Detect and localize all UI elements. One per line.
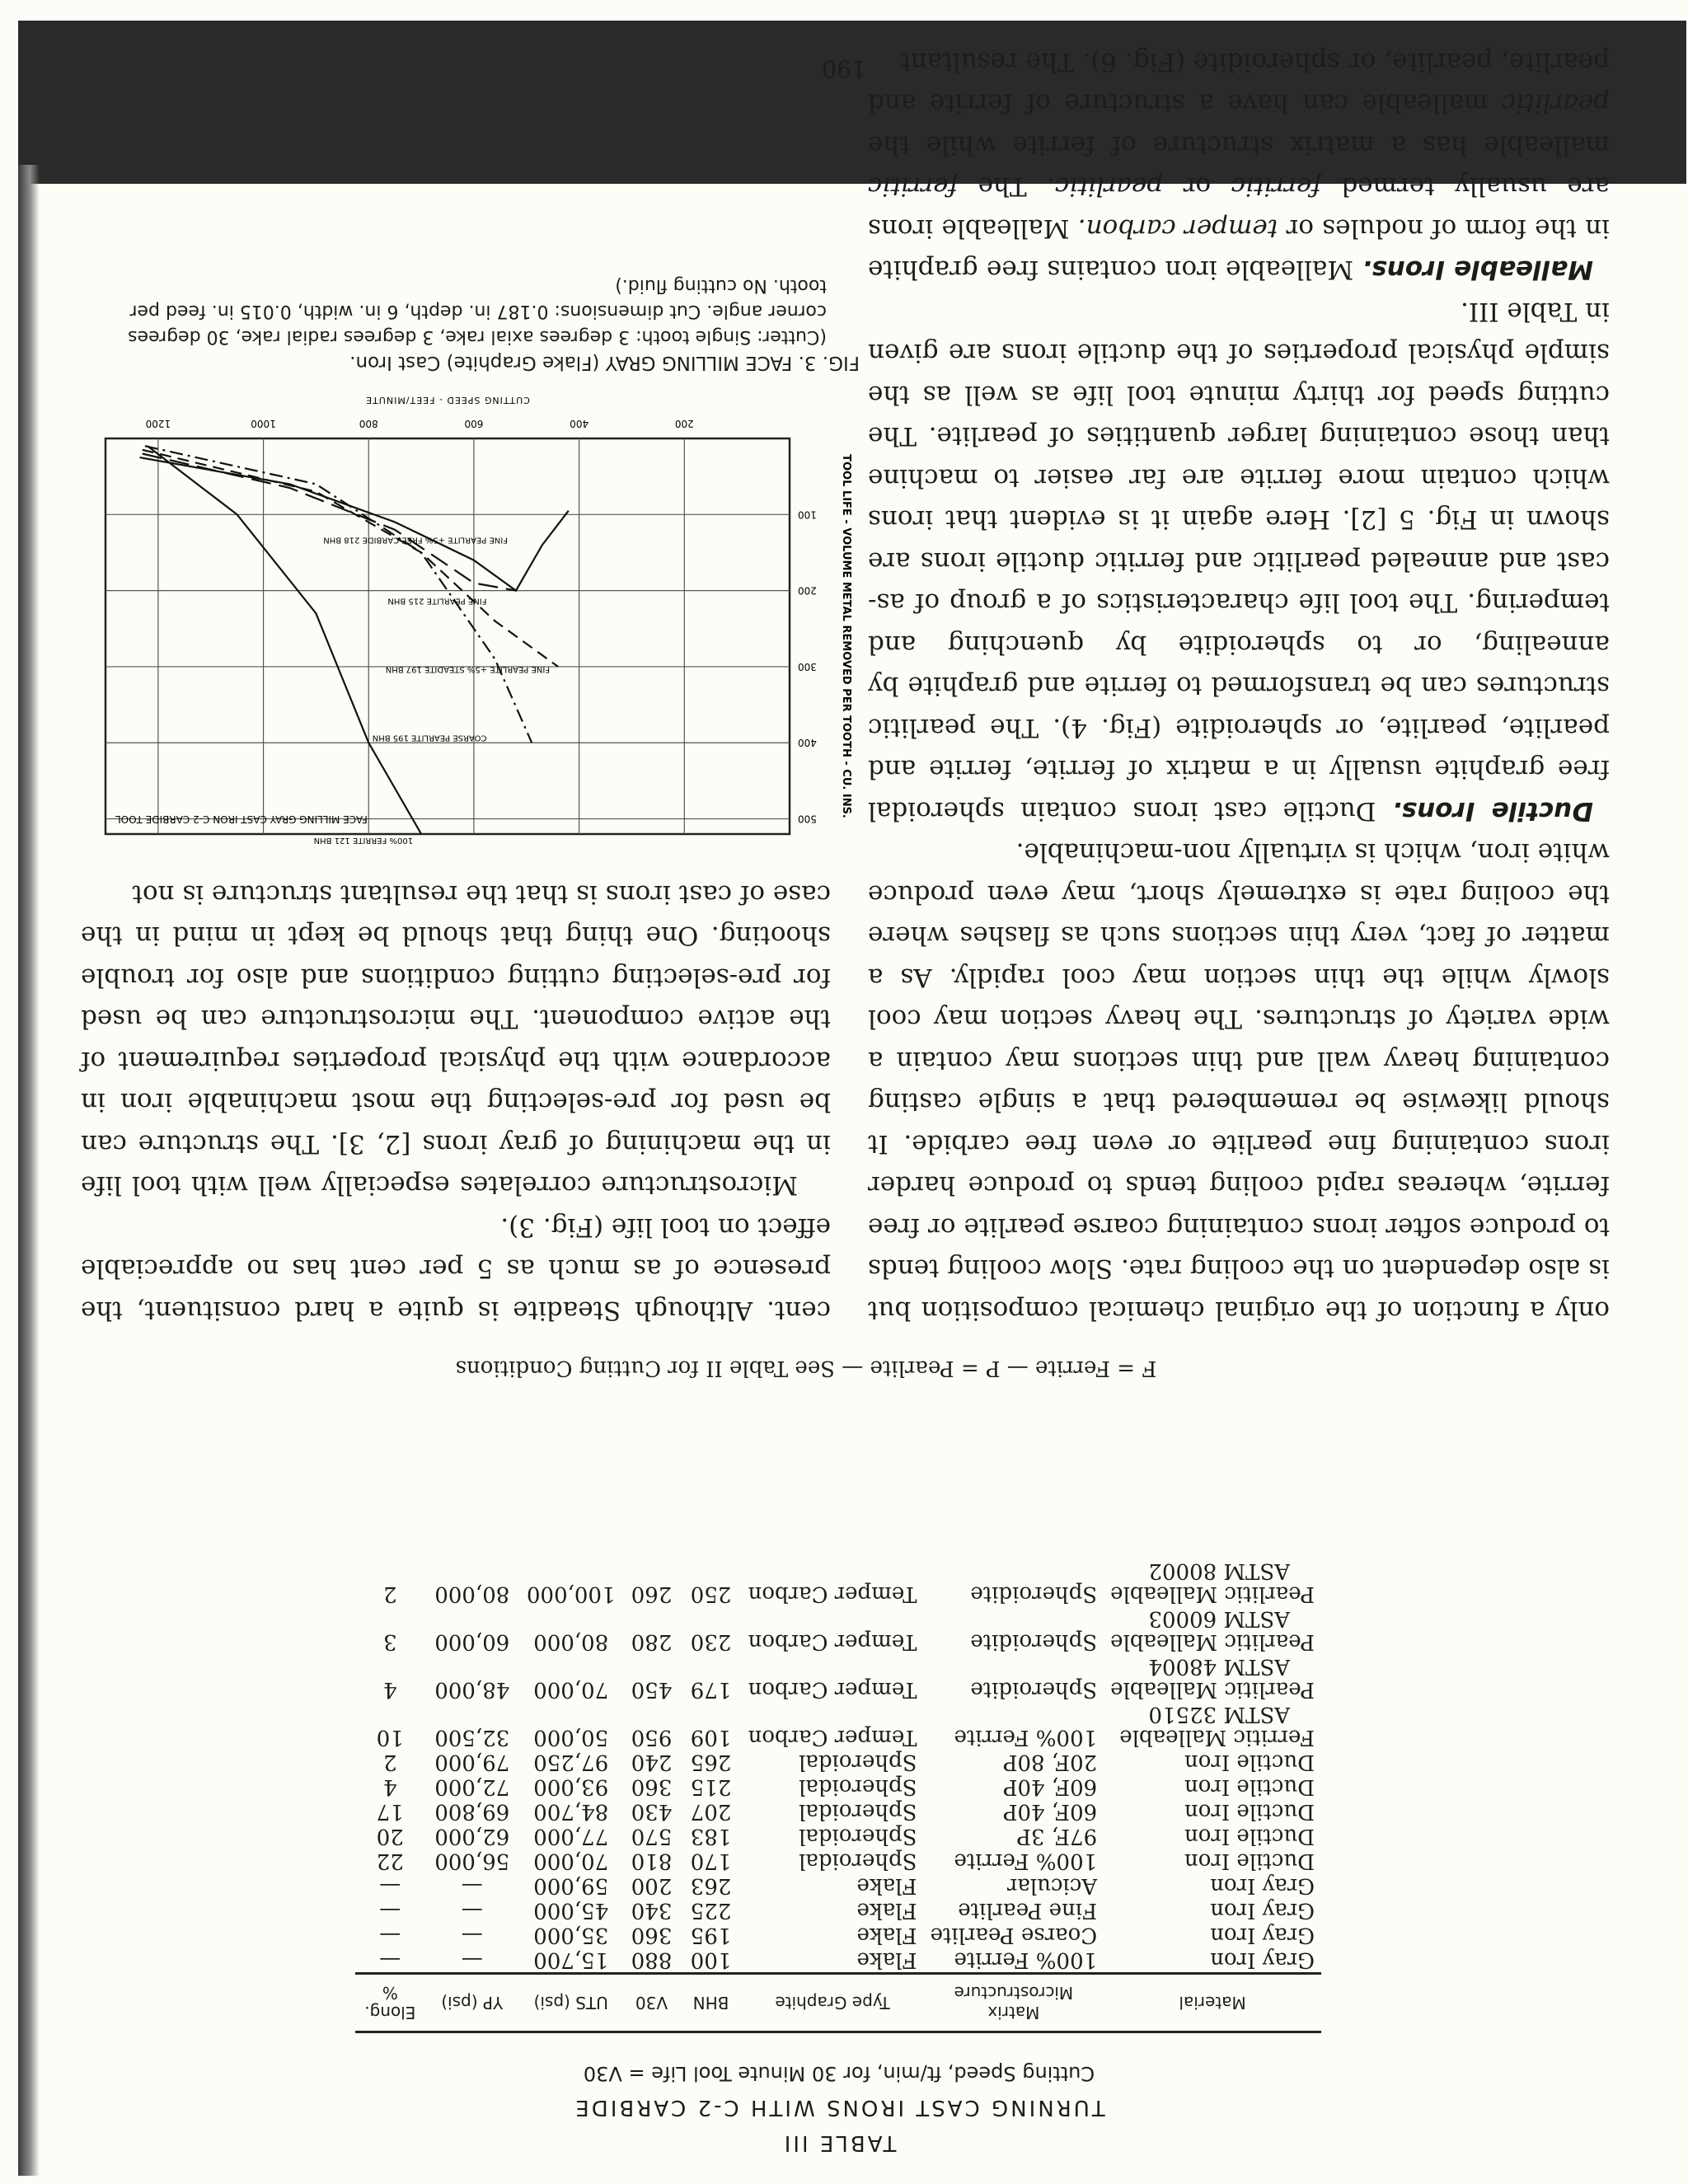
cell-elong: — [379,1947,401,1972]
cell-bhn: 195 [690,1923,732,1947]
cell-graphite: Spheroidal [799,1799,917,1824]
cell-material [1104,1702,1321,1750]
cell-yp: — [461,1947,483,1972]
tool-life-chart [77,381,868,892]
cell-matrix: Coarse Pearlite [930,1923,1098,1947]
y-tick-label: 400 [798,737,817,749]
cell-yp: 62,000 [434,1824,510,1849]
y-tick-label: 200 [798,584,817,597]
material-line: ASTM 60003 [1148,1606,1290,1631]
x-tick-label: 1200 [145,418,171,429]
material-line: Pearlitic Malleable [1110,1629,1315,1654]
cell-bhn: 179 [690,1677,732,1702]
cell-yp: 48,000 [434,1677,510,1702]
cell-elong: 2 [383,1750,397,1774]
cell-bhn: 263 [690,1873,732,1898]
malleable-text-the: The [958,171,1048,202]
y-tick-label: 300 [798,660,817,673]
header-v30: V30 [622,1974,680,2032]
cell-elong: 20 [376,1824,404,1849]
x-tick-label: 800 [359,418,378,429]
header-yp: YP (psi) [425,1974,519,2032]
header-uts: UTS (psi) [519,1974,623,2032]
cell-elong: 4 [383,1774,397,1799]
cell-bhn: 100 [690,1947,732,1972]
cell-matrix: 60F, 40P [1002,1799,1098,1824]
table-row [355,1923,1321,1947]
cell-yp: — [461,1923,483,1947]
cell-material: Gray Iron [1210,1947,1315,1972]
cell-graphite: Spheroidal [799,1774,917,1799]
cell-graphite: Spheroidal [799,1750,917,1774]
table-row [355,1750,1321,1774]
cell-elong: 3 [383,1629,397,1654]
cell-graphite: Temper Carbon [748,1629,917,1654]
cell-material [1104,1654,1321,1702]
x-tick-label: 1000 [251,418,276,429]
cell-uts: 59,000 [533,1873,609,1898]
cell-v30: 260 [631,1582,673,1606]
malleable-text-or: or [1163,171,1231,202]
term-pearlitic: pearlitic. [1047,171,1164,202]
header-material: Material [1104,1974,1321,2032]
cell-material: Gray Iron [1210,1923,1315,1947]
table-row [355,1849,1321,1873]
cell-material: Ductile Iron [1184,1750,1315,1774]
table-row [355,1898,1321,1923]
cell-matrix: Spheroidite [970,1582,1098,1606]
header-bhn: BHN [681,1974,742,2032]
cell-v30: 200 [631,1873,673,1898]
cell-uts: 80,000 [533,1629,609,1654]
table-row [355,1558,1321,1606]
cell-graphite: Flake [856,1898,917,1923]
term-ferritic: ferritic [1231,171,1321,202]
cell-graphite: Flake [856,1923,917,1947]
right-column [81,874,831,1332]
ductile-irons-text: Ductile cast irons contain spheroidal free graphite usually in a matrix of ferrite, ferrite and pearlite, pearlite, or spheroidite (Fig. 4). The pearlitic structures can be transformed to ferrite and graphite by annealing, or to spheroidite by quenching and tempering. The tool life characteristics of a group of as-cast and annealed pearlitic and ferritic ductile irons are shown in Fig. 5 [2]. Here again it is evident that irons which contain more ferrite are far easier to machine than those containing larger quantities of pearlite. The cutting speed for thirty minute tool life as well as the simple physical properties of the ductile irons are given in Table III. [867,297,1610,826]
cell-elong: — [379,1873,401,1898]
cell-bhn: 170 [690,1849,732,1873]
series-label: 100% FERRITE 121 BHN [313,836,414,846]
page-number: 190 [822,55,866,82]
cell-yp: — [461,1898,483,1923]
cell-matrix: 100% Ferrite [954,1947,1098,1972]
table-row [355,1702,1321,1750]
heading-malleable-irons: Malleable Irons. [1362,255,1593,285]
term-ferritic-2: ferritic [868,171,959,202]
chart-title: FACE MILLING GRAY CAST IRON C-2 CARBIDE TOOL [115,813,368,825]
cell-matrix: Acicular [1006,1873,1098,1898]
header-elong: Elong. % [355,1974,425,2032]
y-axis-label: TOOL LIFE - VOLUME METAL REMOVED PER TOOTH - CU. INS. [840,454,852,818]
cell-v30: 810 [631,1849,673,1873]
cell-bhn: 225 [690,1898,732,1923]
cell-material: Gray Iron [1210,1898,1315,1923]
material-line: Pearlitic Malleable [1110,1677,1315,1702]
cell-uts: 35,000 [533,1923,609,1947]
term-pearlitic-2: pearlitic [1501,88,1610,119]
x-tick-label: 200 [674,418,694,429]
material-line: ASTM 32510 [1148,1702,1290,1727]
paragraph-microstructure: Microstructure correlates especially well with tool life in the machining of gray irons [2, 3]. The structure can be used for pre-selecting the most machinable iron in accordance with the physical properties requirement of the active component. The microstructure can be used for pre-selecting cutting conditions and also for trouble shooting. One thing that should be kept in mind in the case of cast irons is that the resultant structure is not [81,879,831,1201]
cell-v30: 280 [631,1629,673,1654]
series-label: COARSE PEARLITE 195 BHN [372,733,487,743]
cell-yp: — [461,1873,483,1898]
cell-graphite: Flake [856,1873,917,1898]
cell-uts: 77,000 [533,1824,609,1849]
cell-yp: 79,000 [434,1750,510,1774]
table-title: TABLE III [781,2130,897,2155]
term-temper-carbon: temper carbon. [1077,213,1278,243]
cell-uts: 84,700 [533,1799,609,1824]
cell-material: Gray Iron [1210,1873,1315,1898]
series-label: FINE PEARLITE +5% FREE CARBIDE 218 BHN [323,535,508,545]
figure-3 [77,364,868,892]
cell-uts: 70,000 [533,1849,609,1873]
cell-graphite: Temper Carbon [748,1582,917,1606]
material-line: Pearlitic Malleable [1110,1582,1315,1606]
figure-caption [85,273,860,375]
header-matrix: Matrix Microstructure [924,1974,1104,2032]
malleable-text-a: Malleable iron contains free graphite in the form of nodules or [868,213,1610,285]
cell-elong: — [379,1898,401,1923]
material-line: ASTM 80002 [1148,1558,1290,1583]
table-row [355,1824,1321,1849]
paragraph-malleable-irons [868,41,1610,291]
cell-v30: 340 [631,1898,673,1923]
malleable-text-b: Malleable irons are usually termed [868,171,1610,243]
table-row [355,1774,1321,1799]
malleable-text-c: malleable has a matrix structure of ferrite while the [868,130,1610,160]
cell-v30: 880 [631,1947,673,1972]
cell-bhn: 109 [690,1725,732,1750]
cell-v30: 950 [631,1725,673,1750]
cell-graphite: Spheroidal [799,1824,917,1849]
cell-uts: 15,700 [533,1947,609,1972]
cell-elong: — [379,1923,401,1947]
table-row [355,1654,1321,1702]
heading-ductile-irons: Ductile Irons. [1391,796,1593,826]
cell-elong: 4 [383,1677,397,1702]
cell-matrix: 20F, 80P [1002,1750,1098,1774]
table-body [355,1558,1321,1974]
cell-bhn: 250 [690,1582,732,1606]
cell-uts: 50,000 [533,1725,609,1750]
cell-bhn: 207 [690,1799,732,1824]
cell-material: Ductile Iron [1184,1774,1315,1799]
cell-uts: 97,250 [533,1750,609,1774]
series-line [143,450,558,667]
cell-yp: 72,000 [434,1774,510,1799]
material-line: Ferritic Malleable [1119,1725,1315,1750]
cell-v30: 240 [631,1750,673,1774]
table-row [355,1799,1321,1824]
cell-elong: 22 [376,1849,404,1873]
y-tick-label: 500 [798,813,817,825]
figure-caption-body: (Cutter: Single tooth: 3 degrees axial rake, 3 degrees radial rake, 30 degrees corner angle. Cut dimensions: 0.187 in. depth, 6 in. width, 0.015 in. feed per tooth. No cutting fluid.) [128,275,827,347]
cell-uts: 93,000 [533,1774,609,1799]
y-tick-label: 100 [798,509,817,521]
cell-matrix: Spheroidite [970,1629,1098,1654]
cell-bhn: 215 [690,1774,732,1799]
cell-v30: 430 [631,1799,673,1824]
cell-graphite: Flake [856,1947,917,1972]
cell-v30: 450 [631,1677,673,1702]
paragraph-steadite: cent. Although Steadite is quite a hard consituent, the presence of as much as 5 per cent has no appreciable effect on tool life (Fig. 3). [81,1212,831,1325]
cell-material: Ductile Iron [1184,1824,1315,1849]
header-graphite: Type Graphite [742,1974,924,2032]
paragraph-cooling-rate: only a function of the original chemical composition but is also dependent on the cooling rate. Slow cooling tends to produce softer irons containing coarse pearlite or free ferrite, whereas rapid cooling tends to produce harder irons containing fine pearlite or even free carbide. It should likewise be remembered that a single casting containing heavy wall and thin sections may contain a wide variety of structures. The heavy section may cool slowly while the thin section may cool rapidly. As a matter of fact, very thin sections such as flashes where the cooling rate is extremely short, may even produce white iron, which is virtually non-machinable. [868,837,1610,1325]
cell-yp: 60,000 [434,1629,510,1654]
cell-yp: 80,000 [434,1582,510,1606]
series-label: FINE PEARLITE +5% STEADITE 197 BHN [385,664,551,674]
left-column [868,41,1610,1332]
cell-graphite: Temper Carbon [748,1677,917,1702]
table-row [355,1873,1321,1898]
cell-yp: 32,500 [434,1725,510,1750]
cell-material [1104,1606,1321,1654]
cell-elong: 2 [383,1582,397,1606]
figure-caption-title: FIG. 3. FACE MILLING GRAY (Flake Graphite) Cast Iron. [349,352,860,373]
series-label: FINE PEARLITE 215 BHN [387,596,487,606]
cell-matrix: 100% Ferrite [954,1849,1098,1873]
cell-material [1104,1558,1321,1606]
cell-v30: 360 [631,1923,673,1947]
cell-uts: 70,000 [533,1677,609,1702]
cell-v30: 570 [631,1824,673,1849]
cell-yp: 69,800 [434,1799,510,1824]
cell-bhn: 265 [690,1750,732,1774]
x-tick-label: 600 [464,418,484,429]
table-row [355,1947,1321,1974]
table-row [355,1606,1321,1654]
cell-matrix: 97F, 3P [1016,1824,1098,1849]
cell-elong: 17 [376,1799,404,1824]
cell-bhn: 230 [690,1629,732,1654]
series-line [148,446,421,834]
cell-material: Ductile Iron [1184,1849,1315,1873]
material-line: ASTM 48004 [1148,1654,1290,1679]
x-axis-label: CUTTING SPEED - FEET/MINUTE [365,395,530,405]
cell-elong: 10 [376,1725,404,1750]
cell-graphite: Temper Carbon [748,1725,917,1750]
cell-yp: 56,000 [434,1849,510,1873]
cell-uts: 100,000 [526,1582,616,1606]
cast-iron-table [355,1558,1321,2033]
cell-v30: 360 [631,1774,673,1799]
cell-matrix: Spheroidite [970,1677,1098,1702]
cell-material: Ductile Iron [1184,1799,1315,1824]
cell-bhn: 183 [690,1824,732,1849]
table-subtitle: TURNING CAST IRONS WITH C-2 CARBIDE [573,2095,1105,2120]
cell-matrix: 100% Ferrite [954,1725,1098,1750]
cell-uts: 45,000 [533,1898,609,1923]
table-footnote: F = Ferrite — P = Pearlite — See Table II for Cutting Conditions [455,1356,1157,1380]
paragraph-ductile-irons [868,291,1610,832]
x-tick-label: 400 [570,418,589,429]
table-caption: Cutting Speed, ft/min, for 30 Minute Tool Life = V30 [583,2062,1095,2085]
malleable-text-d: malleable can have a structure of ferrite and pearlite, pearlite, or spheroidite (Fig. 6). The resultant [868,47,1610,119]
table-header-row [355,1974,1321,2032]
cell-matrix: Fine Pearlite [958,1898,1098,1923]
cell-graphite: Spheroidal [799,1849,917,1873]
cell-matrix: 60F, 40P [1002,1774,1098,1799]
series-line [140,457,569,590]
chart-plot-frame [106,438,790,834]
series-line [143,454,516,591]
